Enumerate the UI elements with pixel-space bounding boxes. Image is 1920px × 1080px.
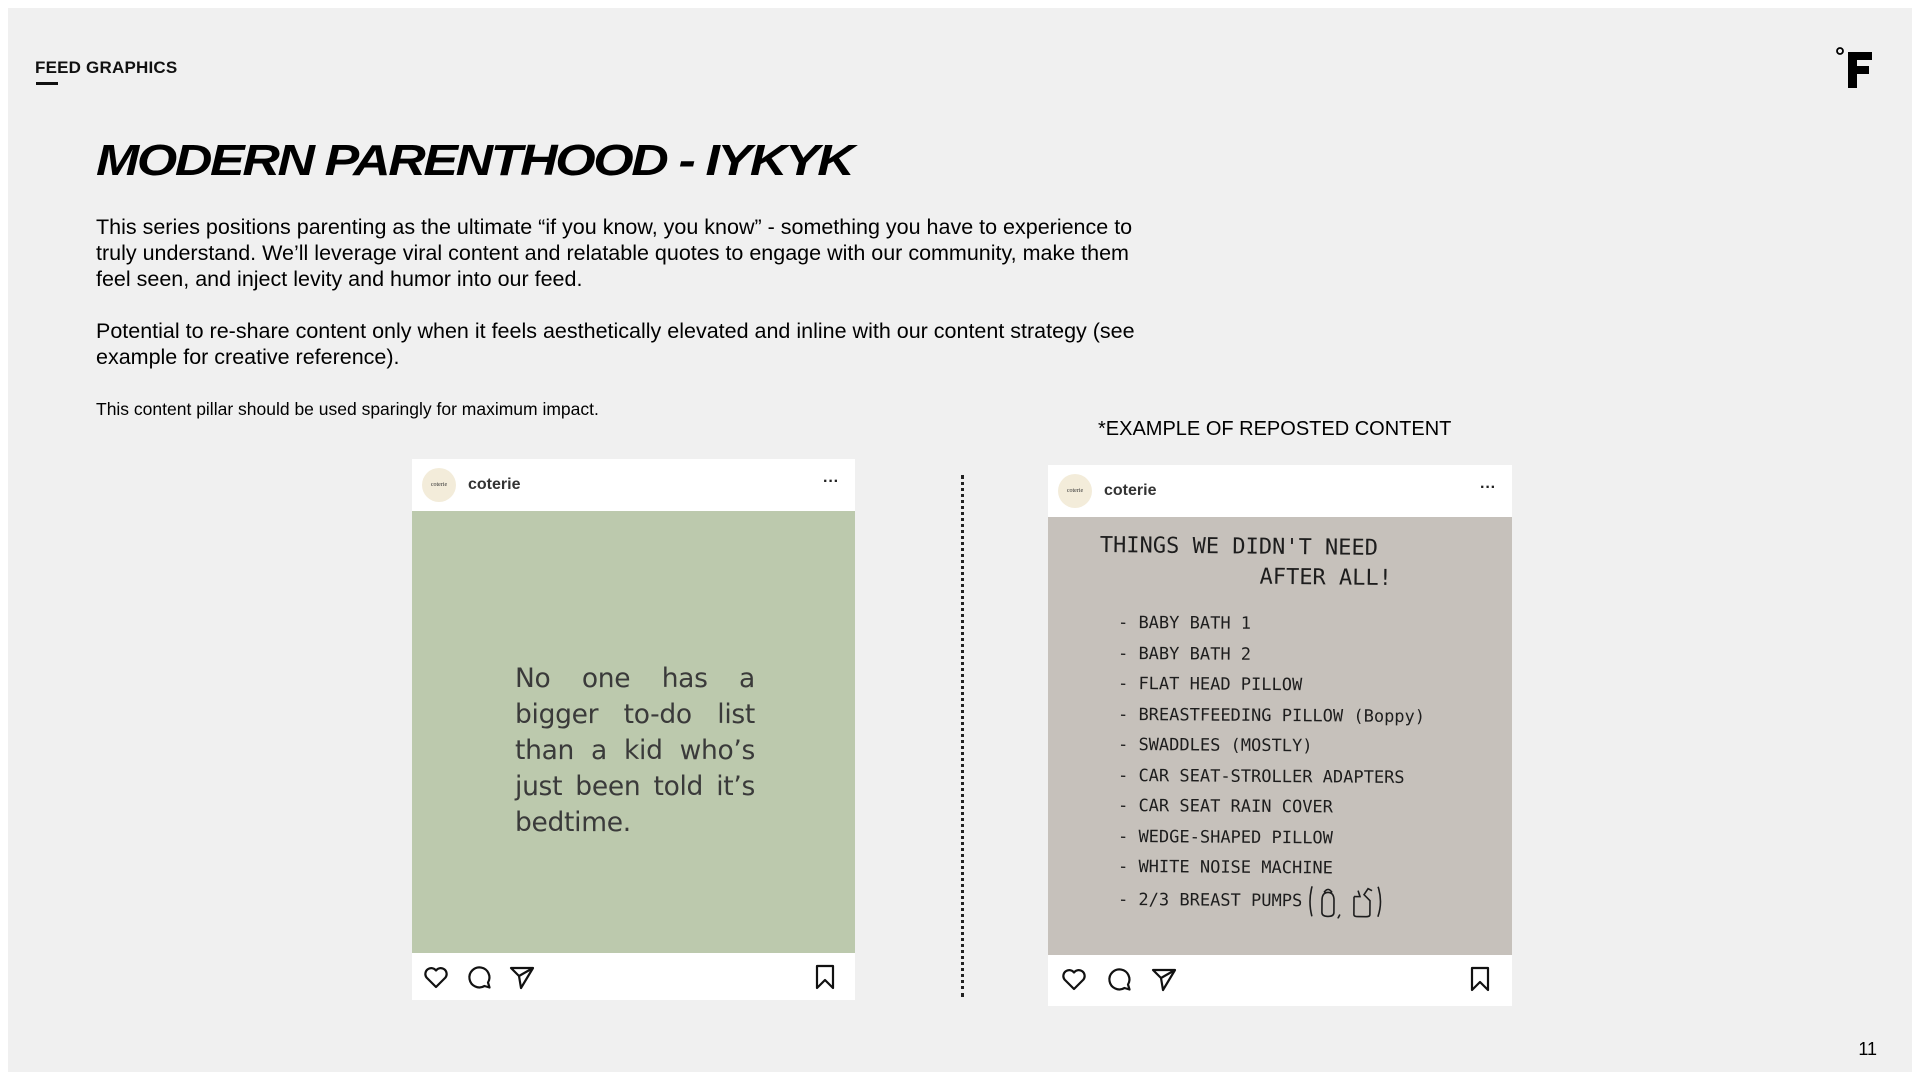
list-title-line-1: THINGS WE DIDN'T NEED [1099, 532, 1379, 561]
more-options-icon[interactable]: ··· [823, 473, 839, 490]
post-image [412, 511, 855, 953]
list-item: - BABY BATH 1 [1117, 612, 1252, 634]
send-icon[interactable] [1150, 965, 1178, 993]
instagram-post-quote [412, 459, 855, 1000]
avatar[interactable]: coterie [422, 468, 456, 502]
list-item: - BREASTFEEDING PILLOW (Boppy) [1117, 704, 1426, 727]
example-label: *EXAMPLE OF REPOSTED CONTENT [1098, 418, 1452, 440]
post-actions [1048, 955, 1512, 1001]
handwritten-list [1118, 609, 1425, 914]
list-item: - CAR SEAT-STROLLER ADAPTERS [1117, 765, 1405, 788]
list-item: - 2/3 BREAST PUMPS [1117, 889, 1303, 911]
list-item: - WEDGE-SHAPED PILLOW [1117, 826, 1334, 848]
heart-icon[interactable] [422, 963, 450, 991]
list-title-line-2: AFTER ALL! [1259, 564, 1393, 592]
instagram-post-example [1048, 465, 1512, 1006]
post-quote: No one has a bigger to-do list than a kid who’s just been told it’s bedtime. [515, 663, 755, 838]
intro-paragraph: This series positions parenting as the ultimate “if you know, you know” - something you have to experience to truly understand. We’ll leverage viral content and relatable quotes to engage with our community, make them feel seen, and inject levity and humor into our feed. [96, 215, 1133, 291]
avatar[interactable]: coterie [1058, 474, 1092, 508]
usage-note: This content pillar should be used sparingly for maximum impact. [96, 399, 599, 419]
list-item-with-sketch [1118, 882, 1425, 915]
slide [8, 8, 1912, 1072]
comment-icon[interactable] [465, 963, 493, 991]
post-header [412, 459, 855, 511]
handwritten-list-title [1099, 531, 1392, 594]
post-username[interactable]: coterie [468, 476, 521, 493]
list-item: - WHITE NOISE MACHINE [1117, 856, 1334, 879]
breast-pump-sketch-icon [1308, 884, 1404, 919]
list-item: - FLAT HEAD PILLOW [1117, 673, 1303, 696]
post-image [1048, 517, 1512, 955]
dotted-divider [961, 475, 964, 997]
page-number: 11 [1858, 1039, 1877, 1059]
degree-f-logo-icon [1836, 46, 1876, 90]
heart-icon[interactable] [1060, 965, 1088, 993]
list-item: - BABY BATH 2 [1117, 643, 1252, 665]
page-title: MODERN PARENTHOOD - IYKYK [96, 136, 853, 185]
list-item: - CAR SEAT RAIN COVER [1117, 795, 1334, 818]
bookmark-icon[interactable] [811, 963, 839, 991]
post-actions [412, 953, 855, 999]
section-label: FEED GRAPHICS [35, 58, 178, 77]
bookmark-icon[interactable] [1466, 965, 1494, 993]
post-header [1048, 465, 1512, 517]
reshare-paragraph: Potential to re-share content only when it feels aesthetically elevated and inline with our content strategy (see example for creative reference). [96, 319, 1135, 369]
send-icon[interactable] [508, 963, 536, 991]
post-username[interactable]: coterie [1104, 482, 1157, 499]
more-options-icon[interactable]: ··· [1480, 479, 1496, 496]
list-item: - SWADDLES (MOSTLY) [1117, 734, 1313, 757]
comment-icon[interactable] [1105, 965, 1133, 993]
section-underline [36, 82, 58, 85]
